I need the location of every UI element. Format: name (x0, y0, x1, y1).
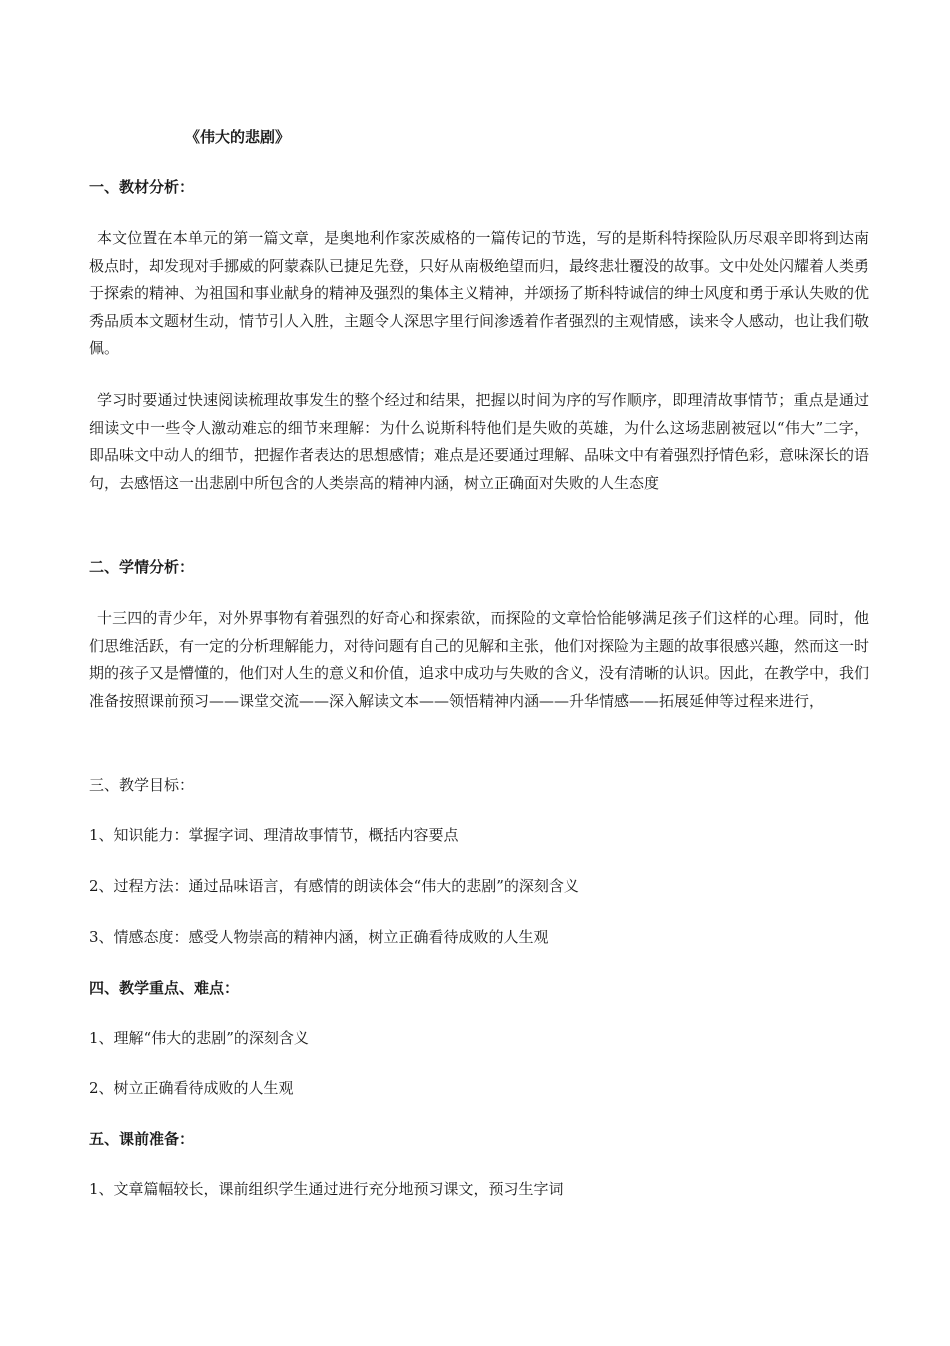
section-heading-textbook-analysis: 一、教材分析： (89, 178, 195, 196)
list-item-key-point-2: 2、树立正确看待成败的人生观 (89, 1079, 294, 1097)
paragraph-learning-focus: 学习时要通过快速阅读梳理故事发生的整个经过和结果，把握以时间为序的写作顺序，即理清故事情节；重点是通过细读文中一些令人激动难忘的细节来理解：为什么说斯科特他们是失败的英雄，为什么这场悲剧被冠以“伟大”二字，即品味文中动人的细节，把握作者表达的思想感情；难点是还要通过理解、品味文中有着强烈抒情色彩，意味深长的语句，去感悟这一出悲剧中所包含的人类崇高的精神内涵，树立正确面对失败的人生态度 (89, 391, 870, 492)
list-item-goal-knowledge: 1、知识能力：掌握字词、理清故事情节，概括内容要点 (89, 826, 459, 844)
list-item-goal-emotion: 3、情感态度：感受人物崇高的精神内涵，树立正确看待成败的人生观 (89, 928, 549, 946)
document-title: 《伟大的悲剧》 (185, 128, 291, 146)
paragraph-student-analysis: 十三四的青少年，对外界事物有着强烈的好奇心和探索欲，而探险的文章恰恰能够满足孩子们这样的心理。同时，他们思维活跃，有一定的分析理解能力，对待问题有自己的见解和主张，他们对探险为主题的故事很感兴趣，然而这一时期的孩子又是懵懂的，他们对人生的意义和价值，追求中成功与失败的含义，没有清晰的认识。因此，在教学中，我们准备按照课前预习——课堂交流——深入解读文本——领悟精神内涵——升华情感——拓展延伸等过程来进行， (89, 609, 870, 710)
section-heading-key-points: 四、教学重点、难点： (89, 979, 240, 997)
list-item-key-point-1: 1、理解“伟大的悲剧”的深刻含义 (89, 1029, 309, 1047)
section-heading-student-analysis: 二、学情分析： (89, 558, 195, 576)
section-heading-teaching-goals: 三、教学目标： (89, 776, 195, 794)
paragraph-textbook-analysis: 本文位置在本单元的第一篇文章，是奥地利作家茨威格的一篇传记的节选，写的是斯科特探险队历尽艰辛即将到达南极点时，却发现对手挪威的阿蒙森队已捷足先登，只好从南极绝望而归，最终悲壮覆没的故事。文中处处闪耀着人类勇于探索的精神、为祖国和事业献身的精神及强烈的集体主义精神，并颂扬了斯科特诚信的绅士风度和勇于承认失败的优秀品质本文题材生动，情节引人入胜，主题令人深思字里行间渗透着作者强烈的主观情感，读来令人感动，也让我们敬佩。 (89, 229, 870, 357)
section-heading-preparation: 五、课前准备： (89, 1130, 195, 1148)
list-item-goal-process: 2、过程方法：通过品味语言，有感情的朗读体会“伟大的悲剧”的深刻含义 (89, 877, 579, 895)
list-item-preparation-1: 1、文章篇幅较长，课前组织学生通过进行充分地预习课文，预习生字词 (89, 1180, 564, 1198)
